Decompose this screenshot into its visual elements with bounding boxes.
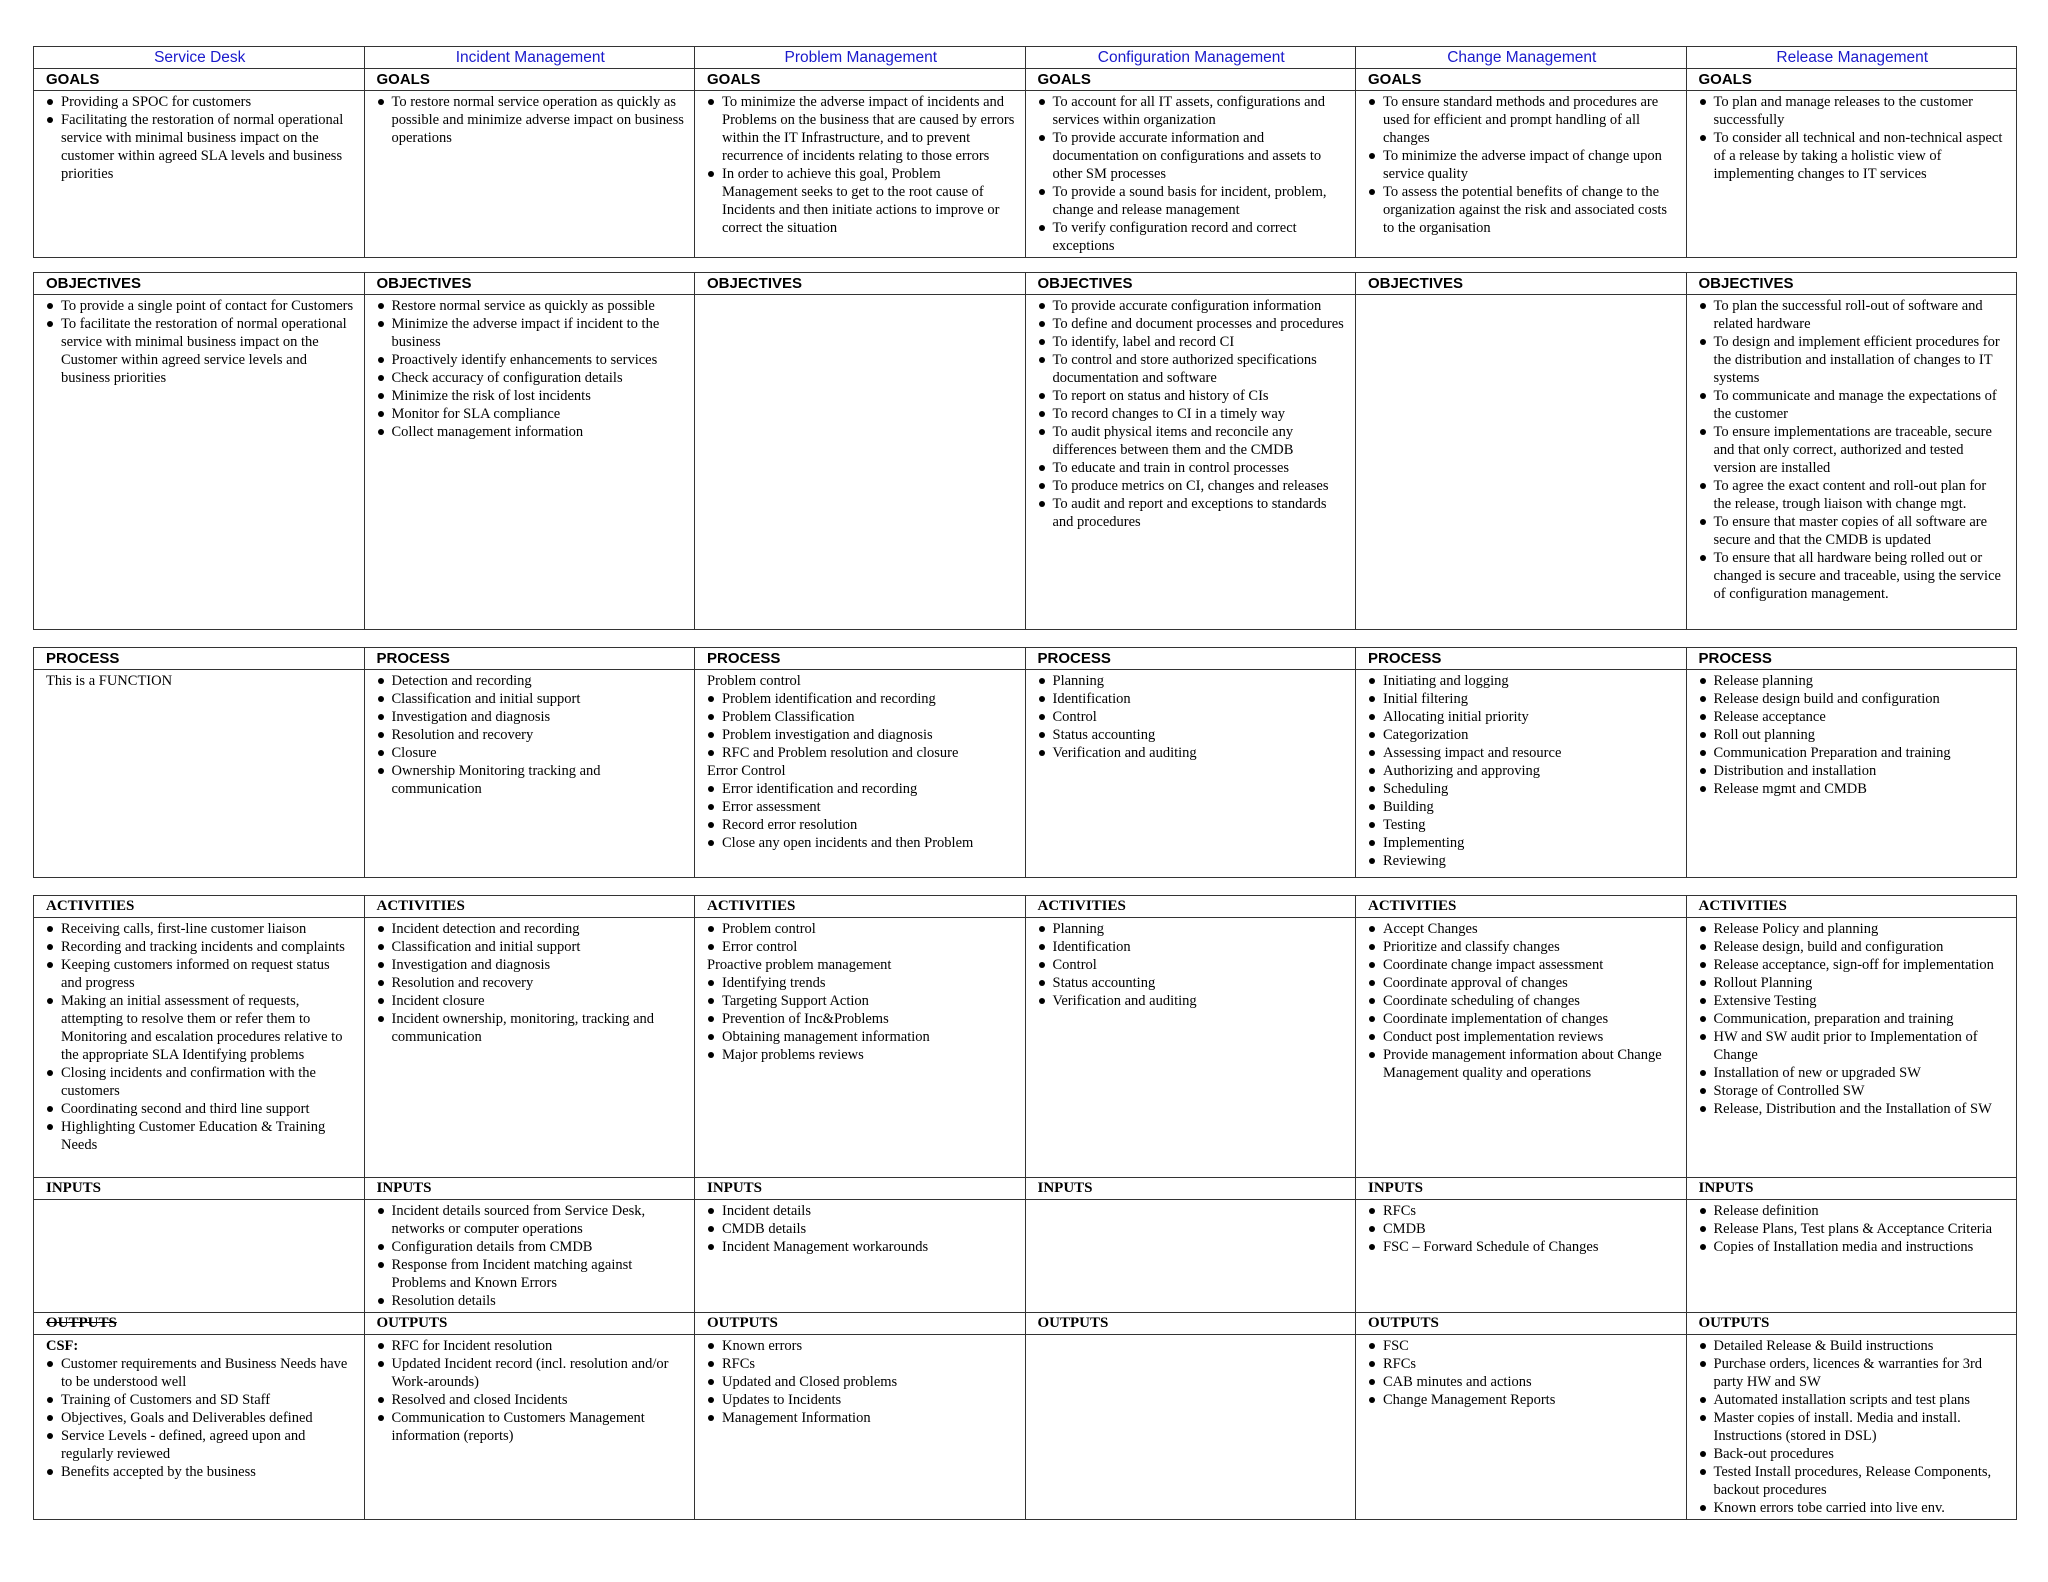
section-label-struck: OUTPUTS [34,1313,365,1335]
column-header-problem-management: Problem Management [695,47,1026,69]
column-header-change-management: Change Management [1356,47,1687,69]
bullet-item: Closure [392,744,685,762]
bullet-item: Release design, build and configuration [1714,938,2007,956]
section-label: OUTPUTS [1025,1313,1356,1335]
bullet-item: Collect management information [392,423,685,441]
bullet-item: To identify, label and record CI [1053,333,1346,351]
section-label: INPUTS [1025,1178,1356,1200]
column-header-configuration-management: Configuration Management [1025,47,1356,69]
section-label: ACTIVITIES [1686,896,2017,918]
bullet-item: Release planning [1714,672,2007,690]
bullet-item: To assess the potential benefits of change to the organization against the risk and associated costs to the organisation [1383,183,1676,237]
bullet-item: Benefits accepted by the business [61,1463,354,1481]
bullet-item: Purchase orders, licences & warranties for 3rd party HW and SW [1714,1355,2007,1391]
bullet-item: Master copies of install. Media and install. Instructions (stored in DSL) [1714,1409,2007,1445]
bullet-list [1699,1337,2007,1517]
section-label: INPUTS [364,1178,695,1200]
bullet-item: Problem control [722,920,1015,938]
bullet-item: To ensure that master copies of all software are secure and that the CMDB is updated [1714,513,2007,549]
bullet-item: Error identification and recording [722,780,1015,798]
bullet-item: Change Management Reports [1383,1391,1676,1409]
goals-table [33,46,2017,258]
bullet-item: To account for all IT assets, configurations and services within organization [1053,93,1346,129]
bullet-item: Proactively identify enhancements to services [392,351,685,369]
section-label: GOALS [1025,69,1356,91]
bullet-item: To plan and manage releases to the customer successfully [1714,93,2007,129]
bullet-item: To provide a single point of contact for Customers [61,298,354,314]
bullet-list [377,920,685,1046]
objectives-cell [364,295,695,630]
bullet-item: Storage of Controlled SW [1714,1082,2007,1100]
process-cell [1686,670,2017,878]
bullet-item: Extensive Testing [1714,992,2007,1010]
bullet-item: Incident closure [392,992,685,1010]
bullet-item: Provide management information about Change Management quality and operations [1383,1046,1676,1082]
bullet-item: Management Information [722,1409,1015,1427]
bullet-item: Coordinate scheduling of changes [1383,992,1676,1010]
bullet-list [1038,93,1346,255]
bullet-item: Training of Customers and SD Staff [61,1391,354,1409]
inputs-cell [1356,1200,1687,1313]
bullet-item: Release Policy and planning [1714,920,2007,938]
bullet-item: To restore normal service operation as quickly as possible and minimize adverse impact on business operations [391,94,684,146]
bullet-item: Control [1053,708,1346,726]
bullet-item: Incident detection and recording [392,920,685,938]
section-label: ACTIVITIES [34,896,365,918]
bullet-item: CMDB details [722,1220,1015,1238]
bullet-item: Making an initial assessment of requests, attempting to resolve them or refer them to Monitoring and escalation procedures relative to the appropriate SLA Identifying problems [61,992,354,1064]
activities-cell [34,918,365,1178]
bullet-item: Identification [1053,690,1346,708]
objectives-cell [1686,295,2017,630]
bullet-list [377,297,685,441]
bullet-item: Planning [1053,920,1346,938]
bullet-item: Error control [722,938,1015,956]
bullet-item: To audit and report and exceptions to standards and procedures [1053,495,1346,531]
bullet-item: To educate and train in control processes [1053,459,1346,477]
plain-line: Error Control [707,763,786,779]
section-label: OUTPUTS [1686,1313,2017,1335]
bullet-list [1368,93,1676,237]
bullet-item: RFC for Incident resolution [392,1337,685,1355]
bullet-item: To provide accurate information and documentation on configurations and assets to other SM processes [1053,129,1346,183]
bullet-item: Classification and initial support [392,938,685,956]
bullet-item: Check accuracy of configuration details [392,369,685,387]
bullet-list [46,93,354,183]
bullet-item: Incident Management workarounds [722,1238,1015,1256]
bullet-item: To provide a sound basis for incident, problem, change and release management [1053,183,1346,219]
bullet-item: Known errors tobe carried into live env. [1714,1499,2007,1517]
bullet-item: Problem investigation and diagnosis [722,726,1015,744]
activities-cell [364,918,695,1178]
plain-line: Proactive problem management [707,957,892,973]
bullet-item: Keeping customers informed on request status and progress [61,956,354,992]
bullet-item: Automated installation scripts and test plans [1714,1391,2007,1409]
section-label: PROCESS [34,648,365,670]
bullet-item: To agree the exact content and roll-out plan for the release, trough liaison with change mgt. [1714,477,2007,513]
bullet-item: Control [1053,956,1346,974]
section-label: OBJECTIVES [1356,273,1687,295]
bullet-item: Providing a SPOC for customers [61,93,354,111]
bullet-item: Classification and initial support [392,690,685,708]
bullet-item: Obtaining management information [722,1028,1015,1046]
section-label: GOALS [34,69,365,91]
section-label: INPUTS [34,1178,365,1200]
bullet-item: To plan the successful roll-out of software and related hardware [1714,297,2007,333]
section-label: OBJECTIVES [695,273,1026,295]
bullet-item: Reviewing [1383,852,1676,870]
bullet-item: Back-out procedures [1714,1445,2007,1463]
bullet-list [1699,1202,2007,1256]
bullet-item: Accept Changes [1383,920,1676,938]
bullet-item: Detection and recording [392,672,685,690]
bullet-list [707,690,1015,762]
bullet-item: Prevention of Inc&Problems [722,1010,1015,1028]
section-label: PROCESS [1356,648,1687,670]
inputs-cell [695,1200,1026,1313]
bullet-item: Communication to Customers Management information (reports) [392,1409,685,1445]
outputs-cell [695,1335,1026,1520]
bullet-item: Monitor for SLA compliance [392,405,685,423]
bullet-list [1038,920,1346,1010]
bullet-list [707,780,1015,852]
bullet-item: Incident ownership, monitoring, tracking and communication [392,1010,685,1046]
section-label: PROCESS [695,648,1026,670]
bullet-item: Investigation and diagnosis [392,956,685,974]
bullet-item: Resolution details [392,1292,685,1310]
bullet-item: Release, Distribution and the Installation of SW [1714,1100,2007,1118]
bullet-item: Conduct post implementation reviews [1383,1028,1676,1046]
bullet-list [1368,1337,1676,1409]
bullet-item: Receiving calls, first-line customer liaison [61,920,354,938]
bullet-item: Release Plans, Test plans & Acceptance Criteria [1714,1220,2007,1238]
inputs-cell [1025,1200,1356,1313]
section-label: ACTIVITIES [1356,896,1687,918]
bullet-list [1699,297,2007,603]
bullet-item: Implementing [1383,834,1676,852]
plain-line: Problem control [707,673,801,689]
section-label: OBJECTIVES [364,273,695,295]
bullet-item: To minimize the adverse impact of change upon service quality [1383,147,1676,183]
bullet-item: RFCs [1383,1355,1676,1373]
section-label: PROCESS [1686,648,2017,670]
section-label: ACTIVITIES [364,896,695,918]
bullet-list [1699,93,2007,183]
bullet-item: Customer requirements and Business Needs have to be understood well [61,1355,354,1391]
bullet-list [707,1337,1015,1427]
process-cell [364,670,695,878]
bullet-item: Configuration details from CMDB [392,1238,685,1256]
goals-cell [1025,91,1356,258]
bullet-item: Prioritize and classify changes [1383,938,1676,956]
bullet-item: Assessing impact and resource [1383,744,1676,762]
bullet-item: Coordinate change impact assessment [1383,956,1676,974]
inputs-cell [34,1200,365,1313]
bullet-item: Initiating and logging [1383,672,1676,690]
bullet-item: Rollout Planning [1714,974,2007,992]
section-label: OBJECTIVES [34,273,365,295]
bullet-item: Updates to Incidents [722,1391,1015,1409]
section-label: OUTPUTS [695,1313,1026,1335]
bullet-item: Service Levels - defined, agreed upon and regularly reviewed [61,1427,354,1463]
bullet-list [707,1202,1015,1256]
bullet-item: Objectives, Goals and Deliverables defined [61,1409,354,1427]
objectives-cell [34,295,365,630]
bullet-item: To design and implement efficient procedures for the distribution and installation of changes to IT systems [1714,333,2007,387]
section-label: GOALS [1686,69,2017,91]
bullet-item: To audit physical items and reconcile any differences between them and the CMDB [1053,423,1346,459]
section-label: GOALS [695,69,1026,91]
bullet-item: RFCs [1383,1202,1676,1220]
bullet-item: Coordinating second and third line support [61,1100,354,1118]
bullet-item: Initial filtering [1383,690,1676,708]
bullet-item: RFCs [722,1355,1015,1373]
section-label: INPUTS [1356,1178,1687,1200]
bullet-list [377,93,685,147]
bullet-item: Minimize the risk of lost incidents [392,387,685,405]
bullet-item: Incident details sourced from Service Desk, networks or computer operations [392,1202,685,1238]
bullet-item: Roll out planning [1714,726,2007,744]
process-cell [695,670,1026,878]
bullet-item: Categorization [1383,726,1676,744]
bullet-item: Response from Incident matching against Problems and Known Errors [392,1256,685,1292]
section-label: GOALS [1356,69,1687,91]
bullet-list [1368,672,1676,870]
bullet-item: Problem identification and recording [722,690,1015,708]
bullet-item: Authorizing and approving [1383,762,1676,780]
bullet-item: To control and store authorized specifications documentation and software [1053,351,1346,387]
bullet-item: FSC – Forward Schedule of Changes [1383,1238,1676,1256]
bullet-item: Status accounting [1053,974,1346,992]
bullet-list [707,974,1015,1064]
bullet-list [377,1202,685,1310]
outputs-cell [34,1335,365,1520]
bullet-item: Release acceptance [1714,708,2007,726]
bullet-item: Detailed Release & Build instructions [1714,1337,2007,1355]
bullet-item: Verification and auditing [1053,992,1346,1010]
bullet-item: To minimize the adverse impact of incidents and Problems on the business that are caused by errors within the IT Infrastructure, and to prevent recurrence of incidents relating to those errors [722,94,1015,164]
bullet-list [46,297,354,387]
goals-cell [1356,91,1687,258]
bullet-list [707,93,1015,237]
bullet-item: Verification and auditing [1053,744,1346,762]
bullet-item: To ensure that all hardware being rolled out or changed is secure and traceable, using the service of configuration management. [1714,549,2007,603]
bullet-item: To communicate and manage the expectations of the customer [1714,387,2007,423]
bullet-list [707,920,1015,956]
section-label: OBJECTIVES [1025,273,1356,295]
bullet-item: To record changes to CI in a timely way [1053,405,1346,423]
bullet-item: RFC and Problem resolution and closure [722,744,1015,762]
bullet-item: Problem Classification [722,708,1015,726]
bullet-item: HW and SW audit prior to Implementation of Change [1714,1028,2007,1064]
bullet-item: Resolved and closed Incidents [392,1391,685,1409]
objectives-table [33,272,2017,630]
activities-cell [695,918,1026,1178]
process-cell [1356,670,1687,878]
bullet-list [1038,297,1346,531]
bullet-list [377,1337,685,1445]
bullet-list [377,672,685,798]
activities-cell [1356,918,1687,1178]
bullet-item: To facilitate the restoration of normal operational service with minimal business impact on the Customer within agreed service levels and business priorities [61,315,354,387]
outputs-cell [364,1335,695,1520]
bullet-item: To ensure implementations are traceable, secure and that only correct, authorized and tested version are installed [1714,423,2007,477]
bullet-item: FSC [1383,1337,1676,1355]
column-header-service-desk: Service Desk [34,47,365,69]
bullet-item: To report on status and history of CIs [1053,387,1346,405]
goals-cell [34,91,365,258]
outputs-cell [1356,1335,1687,1520]
bullet-item: Identifying trends [722,974,1015,992]
bullet-item: To ensure standard methods and procedures are used for efficient and prompt handling of all changes [1383,93,1676,147]
bullet-item: Ownership Monitoring tracking and communication [392,762,685,798]
bullet-item: Release acceptance, sign-off for implementation [1714,956,2007,974]
bullet-item: Release design build and configuration [1714,690,2007,708]
bullet-item: Closing incidents and confirmation with the customers [61,1064,354,1100]
bullet-item: Installation of new or upgraded SW [1714,1064,2007,1082]
bullet-item: Record error resolution [722,816,1015,834]
inputs-cell [1686,1200,2017,1313]
bullet-item: Resolution and recovery [392,726,685,744]
bullet-item: Known errors [722,1337,1015,1355]
section-label: OBJECTIVES [1686,273,2017,295]
section-label: ACTIVITIES [695,896,1026,918]
bullet-list [1368,920,1676,1082]
goals-cell [695,91,1026,258]
bullet-item: Copies of Installation media and instructions [1714,1238,2007,1256]
bullet-item: Recording and tracking incidents and complaints [61,938,354,956]
bullet-list [1368,1202,1676,1256]
bullet-item: Allocating initial priority [1383,708,1676,726]
bullet-item: Targeting Support Action [722,992,1015,1010]
bullet-item: To consider all technical and non-technical aspect of a release by taking a holistic view of implementing changes to IT services [1714,129,2007,183]
bullet-item: Restore normal service as quickly as possible [392,297,685,315]
bullet-item: Updated Incident record (incl. resolution and/or Work-arounds) [392,1355,685,1391]
bullet-item: Major problems reviews [722,1046,1015,1064]
section-label: INPUTS [695,1178,1026,1200]
bullet-item: Planning [1053,672,1346,690]
bullet-item: CAB minutes and actions [1383,1373,1676,1391]
bullet-item: Testing [1383,816,1676,834]
activities-cell [1025,918,1356,1178]
bullet-item: To provide accurate configuration information [1053,297,1346,315]
activities-cell [1686,918,2017,1178]
bullet-list [46,920,354,1154]
bullet-item: Status accounting [1053,726,1346,744]
process-cell [34,670,365,878]
objectives-cell [695,295,1026,630]
bullet-item: Coordinate approval of changes [1383,974,1676,992]
process-cell [1025,670,1356,878]
bullet-item: Highlighting Customer Education & Training Needs [61,1118,354,1154]
bullet-item: Investigation and diagnosis [392,708,685,726]
bullet-item: CMDB [1383,1220,1676,1238]
column-header-release-management: Release Management [1686,47,2017,69]
section-label: OUTPUTS [1356,1313,1687,1335]
bullet-item: Facilitating the restoration of normal operational service with minimal business impact on the customer within agreed SLA levels and business priorities [61,111,354,183]
section-label: PROCESS [364,648,695,670]
objectives-cell [1025,295,1356,630]
bullet-item: To produce metrics on CI, changes and releases [1053,477,1346,495]
goals-cell [364,91,695,258]
section-label: GOALS [364,69,695,91]
section-label: ACTIVITIES [1025,896,1356,918]
bullet-item: Communication Preparation and training [1714,744,2007,762]
bullet-item: To define and document processes and procedures [1052,316,1344,332]
bullet-item: Incident details [722,1202,1015,1220]
inputs-cell [364,1200,695,1313]
bullet-item: Minimize the adverse impact if incident to the business [392,315,685,351]
bullet-item: Building [1383,798,1676,816]
bullet-item: Error assessment [722,798,1015,816]
plain-line: This is a FUNCTION [46,673,173,689]
bullet-item: Identification [1053,938,1346,956]
bullet-list [1699,920,2007,1118]
outputs-cell [1686,1335,2017,1520]
bullet-list [46,1355,354,1481]
bullet-item: Scheduling [1383,780,1676,798]
outputs-cell [1025,1335,1356,1520]
activities-table [33,895,2017,1520]
section-label: PROCESS [1025,648,1356,670]
bullet-item: Tested Install procedures, Release Components, backout procedures [1714,1463,2007,1499]
subheading: CSF: [46,1338,79,1354]
objectives-cell [1356,295,1687,630]
bullet-item: In order to achieve this goal, Problem Management seeks to get to the root cause of Incidents and then initiate actions to improve or correct the situation [722,165,1015,237]
bullet-item: Release definition [1714,1202,2007,1220]
bullet-item: Communication, preparation and training [1714,1010,2007,1028]
column-header-incident-management: Incident Management [364,47,695,69]
section-label: OUTPUTS [364,1313,695,1335]
bullet-item: Resolution and recovery [392,974,685,992]
bullet-item: Release mgmt and CMDB [1714,780,2007,798]
bullet-list [1038,672,1346,762]
bullet-item: Coordinate implementation of changes [1383,1010,1676,1028]
bullet-item: Updated and Closed problems [722,1373,1015,1391]
bullet-item: Close any open incidents and then Problem [722,834,1015,852]
section-label: INPUTS [1686,1178,2017,1200]
bullet-item: To verify configuration record and correct exceptions [1053,219,1346,255]
bullet-list [1699,672,2007,798]
process-table [33,647,2017,878]
goals-cell [1686,91,2017,258]
bullet-item: Distribution and installation [1714,762,2007,780]
